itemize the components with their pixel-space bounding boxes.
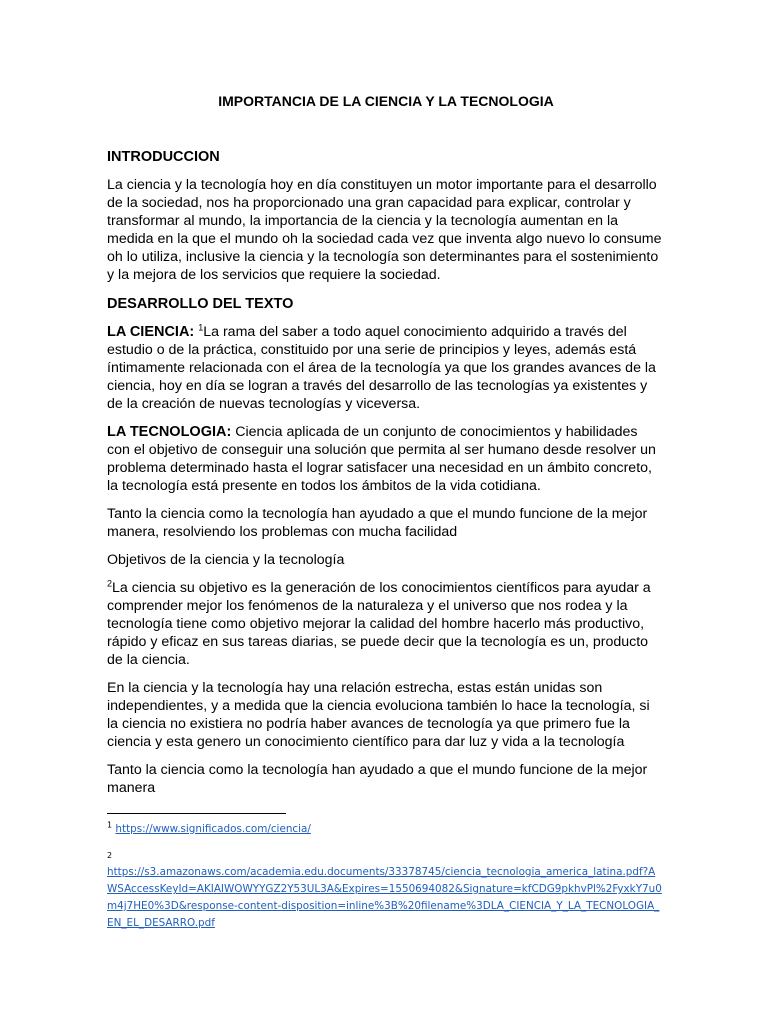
tecnologia-label: LA TECNOLOGIA: bbox=[107, 424, 232, 440]
page-title: IMPORTANCIA DE LA CIENCIA Y LA TECNOLOGIA bbox=[218, 93, 554, 109]
tecnologia-paragraph bbox=[107, 423, 663, 495]
intro-paragraph: La ciencia y la tecnología hoy en día constituyen un motor importante para el desarrollo de la sociedad, nos ha proporcionado una gran capacidad para explicar, controlar y transformar al mundo, la importancia de la ciencia y la tecnología aumentan en la medida en la que el mundo oh la sociedad cada vez que inventa algo nuevo lo consume oh lo utiliza, inclusive la ciencia y la tecnología son determinantes para el sostenimiento y la mejora de los servicios que requiere la sociedad. bbox=[107, 177, 662, 283]
tanto-paragraph-1: Tanto la ciencia como la tecnología han ayudado a que el mundo funcione de la mejor manera, resolviendo los problemas con mucha facilidad bbox=[107, 506, 648, 540]
footnote-2-link[interactable]: https://s3.amazonaws.com/academia.edu.documents/33378745/ciencia_tecnologia_america_latina.pdf?AWSAccessKeyId=AKIAIWOWYYGZ2Y53UL3A&Expires=1550694082&Signature=kfCDG9pkhvPl%2FyxkY7u0m4j7HE0%3D&response-content-disposition=inline%3B%20filename%3DLA_CIENCIA_Y_LA_TECNOLOGIA_EN_EL_DESARRO.pdf bbox=[107, 866, 662, 929]
footnote-ref-2[interactable]: 2 bbox=[107, 578, 113, 589]
tanto-paragraph-2: Tanto la ciencia como la tecnología han ayudado a que el mundo funcione de la mejor manera bbox=[107, 762, 648, 796]
ciencia-label: LA CIENCIA: bbox=[107, 324, 195, 340]
footnote-1 bbox=[107, 821, 663, 838]
footnote-divider bbox=[107, 813, 286, 814]
development-heading: DESARROLLO DEL TEXTO bbox=[107, 296, 294, 312]
objectives-paragraph bbox=[107, 579, 663, 669]
relation-paragraph: En la ciencia y la tecnología hay una relación estrecha, estas están unidas son independientes, y a medida que la ciencia evoluciona también lo hace la tecnología, si la ciencia no existiera no podría haber avances de tecnología ya que primero fue la ciencia y esta genero un conocimiento científico para dar luz y vida a la tecnología bbox=[107, 680, 650, 750]
intro-heading: INTRODUCCION bbox=[107, 149, 220, 165]
document-body bbox=[107, 91, 663, 807]
footnote-1-mark: 1 bbox=[107, 820, 113, 830]
tecnologia-text: Ciencia aplicada de un conjunto de conocimientos y habilidades con el objetivo de conseguir una solución que permita al ser humano desde resolver un problema determinado hasta el lograr satisfacer una necesidad en un ámbito concreto, la tecnología está presente en todos los ámbitos de la vida cotidiana. bbox=[107, 424, 656, 494]
footnote-2-mark: 2 bbox=[107, 851, 113, 860]
ciencia-paragraph bbox=[107, 323, 663, 413]
footnote-1-link[interactable]: https://www.significados.com/ciencia/ bbox=[115, 823, 311, 835]
footnote-2 bbox=[107, 850, 663, 932]
footnote-ref-1[interactable]: 1 bbox=[198, 322, 204, 333]
ciencia-text: La rama del saber a todo aquel conocimiento adquirido a través del estudio o de la práctica, constituido por una serie de principios y leyes, además está íntimamente relacionada con el área de la tecnología ya que los grandes avances de la ciencia, hoy en día se logran a través del desarrollo de las tecnologías ya existentes y de la creación de nuevas tecnologías y viceversa. bbox=[107, 324, 656, 412]
objectives-line: Objetivos de la ciencia y la tecnología bbox=[107, 552, 345, 568]
footnotes bbox=[107, 821, 663, 932]
objectives-text: La ciencia su objetivo es la generación de los conocimientos científicos para ayudar a comprender mejor los fenómenos de la naturaleza y el universo que nos rodea y la tecnología tiene como objetivo mejorar la calidad del hombre hacerlo más productivo, rápido y eficaz en sus tareas diarias, se puede decir que la tecnología es un, producto de la ciencia. bbox=[107, 580, 651, 668]
